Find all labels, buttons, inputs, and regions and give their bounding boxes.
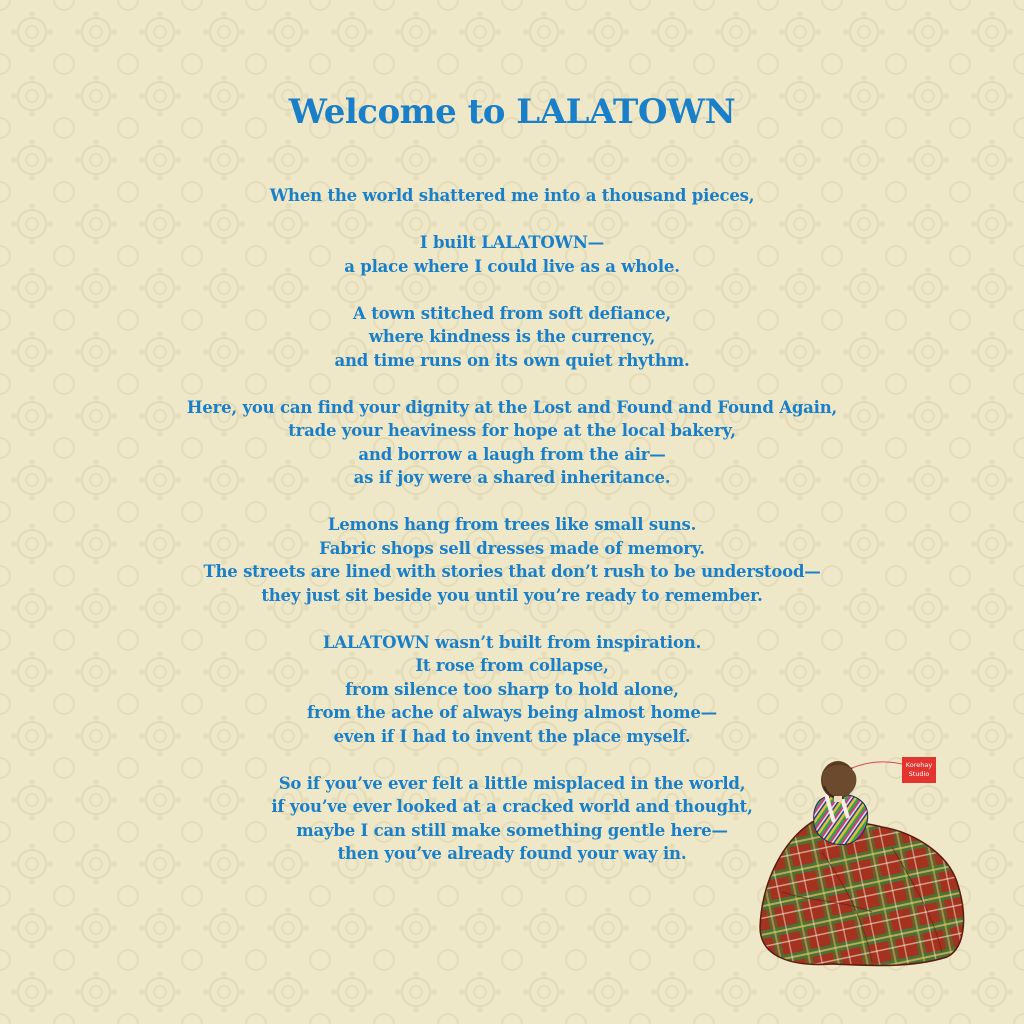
poem-line: from silence too sharp to hold alone, — [345, 679, 679, 699]
poem-stanza — [0, 513, 1024, 607]
poem-line: Lemons hang from trees like small suns. — [327, 515, 697, 534]
poem-line: maybe I can still make something gentle here— — [296, 820, 728, 840]
page-title: Welcome to LALATOWN — [288, 92, 736, 132]
poem-line: if you’ve ever looked at a cracked world and thought, — [271, 797, 753, 816]
poem-line: a place where I could live as a whole. — [344, 256, 680, 276]
poem-stanza — [0, 184, 1024, 208]
poem-line: where kindness is the currency, — [368, 327, 656, 346]
poem-stanza — [0, 631, 1024, 749]
poem-line: A town stitched from soft defiance, — [353, 303, 671, 323]
poem-stanza — [0, 302, 1024, 373]
studio-stamp — [902, 757, 936, 783]
poem-line: LALATOWN wasn’t built from inspiration. — [322, 632, 702, 652]
stamp-line: Studio — [908, 770, 930, 778]
poem-line: trade your heaviness for hope at the local bakery, — [288, 421, 736, 440]
poem-line: The streets are lined with stories that don’t rush to be understood— — [203, 562, 821, 581]
poem-line: then you’ve already found your way in. — [337, 844, 687, 863]
poem-line: even if I had to invent the place myself. — [333, 726, 691, 746]
poem-line: Here, you can find your dignity at the Lost and Found and Found Again, — [186, 397, 838, 417]
poem-stanza — [0, 231, 1024, 278]
girl-in-plaid-dress-illustration — [752, 752, 972, 972]
poem-line: I built LALATOWN— — [419, 233, 605, 252]
poem-line: and time runs on its own quiet rhythm. — [334, 350, 690, 370]
poem-line: they just sit beside you until you’re ready to remember. — [261, 585, 763, 605]
poem-line: So if you’ve ever felt a little misplaced in the world, — [278, 773, 746, 793]
poem-line: Fabric shops sell dresses made of memory. — [319, 538, 705, 558]
poem-stanza — [0, 396, 1024, 490]
poem-line: It rose from collapse, — [415, 656, 609, 675]
poem-line: When the world shattered me into a thousand pieces, — [269, 186, 755, 205]
poem-line: from the ache of always being almost home— — [307, 703, 717, 722]
stamp-line: Korehay — [905, 761, 933, 769]
poem-line: as if joy were a shared inheritance. — [353, 468, 671, 487]
poem-line: and borrow a laugh from the air— — [358, 444, 666, 464]
